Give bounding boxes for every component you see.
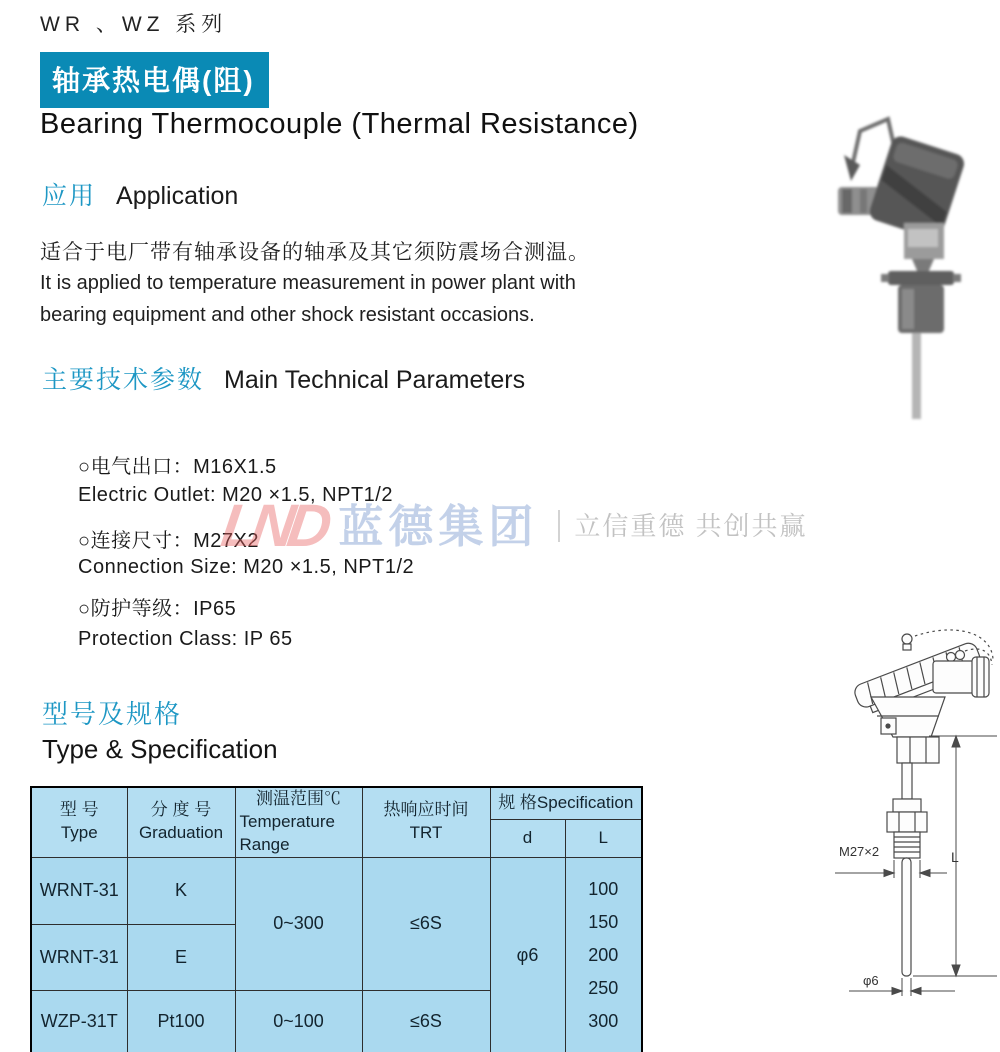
dim-label-length: L — [951, 849, 959, 865]
application-heading-zh: 应用 — [42, 182, 97, 210]
cell-type-2: WRNT-31 — [31, 924, 127, 990]
col-header-l: L — [565, 820, 642, 858]
cell-diameter: φ6 — [490, 857, 565, 1052]
col-header-specification: 规 格Specification — [490, 787, 642, 820]
application-text-en1: It is applied to temperature measurement in power plant with — [40, 272, 576, 294]
spec-section-heading-zh: 型号及规格 — [42, 699, 183, 729]
col-header-type: 型 号 Type — [31, 787, 127, 857]
col-header-graduation: 分 度 号 Graduation — [127, 787, 235, 857]
dim-label-diameter: φ6 — [863, 973, 879, 988]
cell-graduation-3: Pt100 — [127, 990, 235, 1052]
cell-trt-3: ≤6S — [362, 990, 490, 1052]
thermocouple-photo-image — [830, 105, 980, 425]
table-row — [31, 857, 642, 924]
watermark-company-name: 蓝德集团 — [338, 500, 539, 552]
thermocouple-outline-image — [825, 615, 1000, 1050]
param-electric-outlet-zh: ○电气出口：M16X1.5 — [78, 456, 277, 478]
product-photo — [830, 105, 980, 425]
param-connection-size-zh: ○连接尺寸：M27X2 — [78, 530, 259, 552]
param-protection-class-en: Protection Class: IP 65 — [78, 628, 293, 650]
cell-lengths: 100 150 200 250 300 — [565, 857, 642, 1052]
cell-type-1: WRNT-31 — [31, 857, 127, 924]
param-connection-size-en: Connection Size: M20 ×1.5, NPT1/2 — [78, 556, 415, 578]
watermark-slogan: 立信重德 共创共赢 — [574, 511, 808, 541]
dimension-drawing — [825, 615, 1000, 1050]
cell-range-k-e: 0~300 — [235, 857, 362, 990]
dim-label-thread: M27×2 — [839, 844, 880, 859]
cell-graduation-2: E — [127, 924, 235, 990]
param-protection-class-zh: ○防护等级：IP65 — [78, 598, 237, 620]
cell-range-3: 0~100 — [235, 990, 362, 1052]
application-heading-en: Application — [116, 182, 239, 210]
specification-table — [30, 786, 643, 1052]
watermark-divider — [558, 510, 560, 542]
cell-trt-k-e: ≤6S — [362, 857, 490, 990]
col-header-range: 测温范围℃ Temperature Range — [235, 787, 362, 857]
application-text-en2: bearing equipment and other shock resistant occasions. — [40, 304, 535, 326]
cell-graduation-1: K — [127, 857, 235, 924]
application-text-zh: 适合于电厂带有轴承设备的轴承及其它须防震场合测温。 — [40, 241, 590, 264]
cell-type-3: WZP-31T — [31, 990, 127, 1052]
application-heading — [42, 176, 238, 212]
watermark-lnd-logo: LND — [217, 492, 330, 559]
series-label: WR 、WZ 系列 — [40, 13, 228, 36]
param-electric-outlet-en: Electric Outlet: M20 ×1.5, NPT1/2 — [78, 484, 393, 506]
parameters-heading-en: Main Technical Parameters — [224, 366, 526, 394]
page-title: Bearing Thermocouple (Thermal Resistance) — [40, 108, 639, 140]
product-banner: 轴承热电偶(阻) — [40, 52, 269, 108]
spec-section-heading-en: Type & Specification — [42, 734, 278, 764]
parameters-heading — [42, 360, 525, 396]
col-header-trt: 热响应时间 TRT — [362, 787, 490, 857]
parameters-heading-zh: 主要技术参数 — [42, 366, 205, 394]
col-header-d: d — [490, 820, 565, 858]
